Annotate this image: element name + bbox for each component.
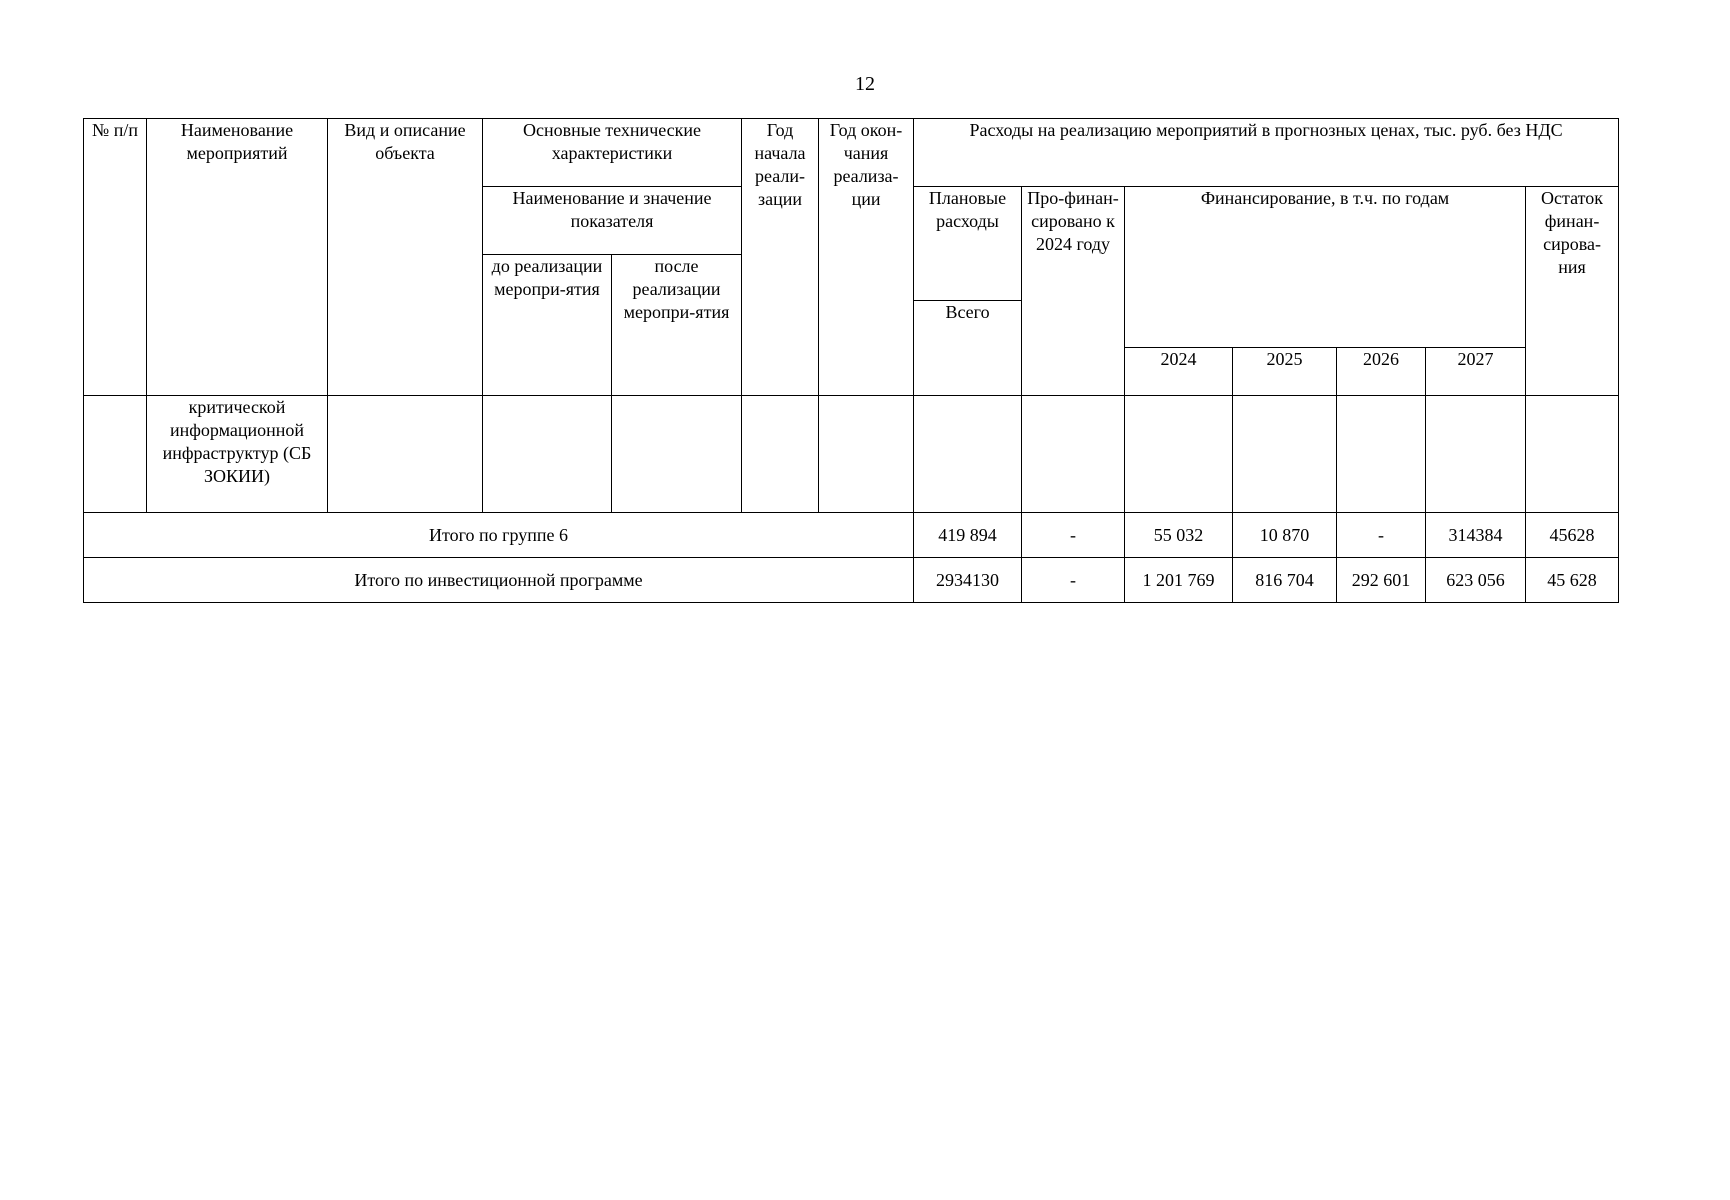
cell-year-2026 — [1337, 396, 1426, 513]
header-row-1 — [84, 119, 1619, 187]
cell-year-start — [742, 396, 819, 513]
cell-before — [483, 396, 612, 513]
cell-event-name: критической информационной инфраструктур (СБ ЗОКИИ) — [147, 396, 328, 513]
col-header-name: Наименование мероприятий — [147, 119, 328, 396]
investment-program-table — [83, 118, 1619, 603]
col-header-object: Вид и описание объекта — [328, 119, 483, 396]
cell-year-2025 — [1233, 396, 1337, 513]
total-remaining: 45 628 — [1526, 558, 1619, 603]
col-header-planned: Плановые расходы — [914, 187, 1022, 301]
col-header-year: 2024 — [1125, 348, 1233, 396]
total-year-2026: 292 601 — [1337, 558, 1426, 603]
total-year-2025: 10 870 — [1233, 513, 1337, 558]
col-header-indicator: Наименование и значение показателя — [483, 187, 742, 255]
cell-object — [328, 396, 483, 513]
col-header-before: до реализации меропри-ятия — [483, 255, 612, 396]
col-header-year: 2027 — [1426, 348, 1526, 396]
col-header-tech: Основные технические характеристики — [483, 119, 742, 187]
total-row-group — [84, 513, 1619, 558]
total-remaining: 45628 — [1526, 513, 1619, 558]
col-header-number: № п/п — [84, 119, 147, 396]
total-year-2025: 816 704 — [1233, 558, 1337, 603]
total-prefinanced: - — [1022, 513, 1125, 558]
cell-after — [612, 396, 742, 513]
cell-year-2024 — [1125, 396, 1233, 513]
total-label: Итого по группе 6 — [84, 513, 914, 558]
total-year-2027: 623 056 — [1426, 558, 1526, 603]
total-row-program — [84, 558, 1619, 603]
table-row — [84, 396, 1619, 513]
col-header-year: 2026 — [1337, 348, 1426, 396]
col-header-financing: Финансирование, в т.ч. по годам — [1125, 187, 1526, 348]
col-header-costs: Расходы на реализацию мероприятий в прогнозных ценах, тыс. руб. без НДС — [914, 119, 1619, 187]
col-header-after: после реализации меропри-ятия — [612, 255, 742, 396]
col-header-total: Всего — [914, 301, 1022, 396]
col-header-year-end: Год окон-чания реализа-ции — [819, 119, 914, 396]
total-year-2024: 55 032 — [1125, 513, 1233, 558]
cell-prefinanced — [1022, 396, 1125, 513]
col-header-year: 2025 — [1233, 348, 1337, 396]
col-header-prefinanced: Про-финан-сировано к 2024 году — [1022, 187, 1125, 396]
cell-year-end — [819, 396, 914, 513]
col-header-remaining: Остаток финан-сирова-ния — [1526, 187, 1619, 396]
cell-number — [84, 396, 147, 513]
page-number: 12 — [855, 73, 875, 95]
cell-remaining — [1526, 396, 1619, 513]
total-label: Итого по инвестиционной программе — [84, 558, 914, 603]
cell-year-2027 — [1426, 396, 1526, 513]
total-year-2027: 314384 — [1426, 513, 1526, 558]
total-planned: 2934130 — [914, 558, 1022, 603]
total-prefinanced: - — [1022, 558, 1125, 603]
total-year-2026: - — [1337, 513, 1426, 558]
cell-planned-total — [914, 396, 1022, 513]
total-planned: 419 894 — [914, 513, 1022, 558]
total-year-2024: 1 201 769 — [1125, 558, 1233, 603]
col-header-year-start: Год начала реали-зации — [742, 119, 819, 396]
